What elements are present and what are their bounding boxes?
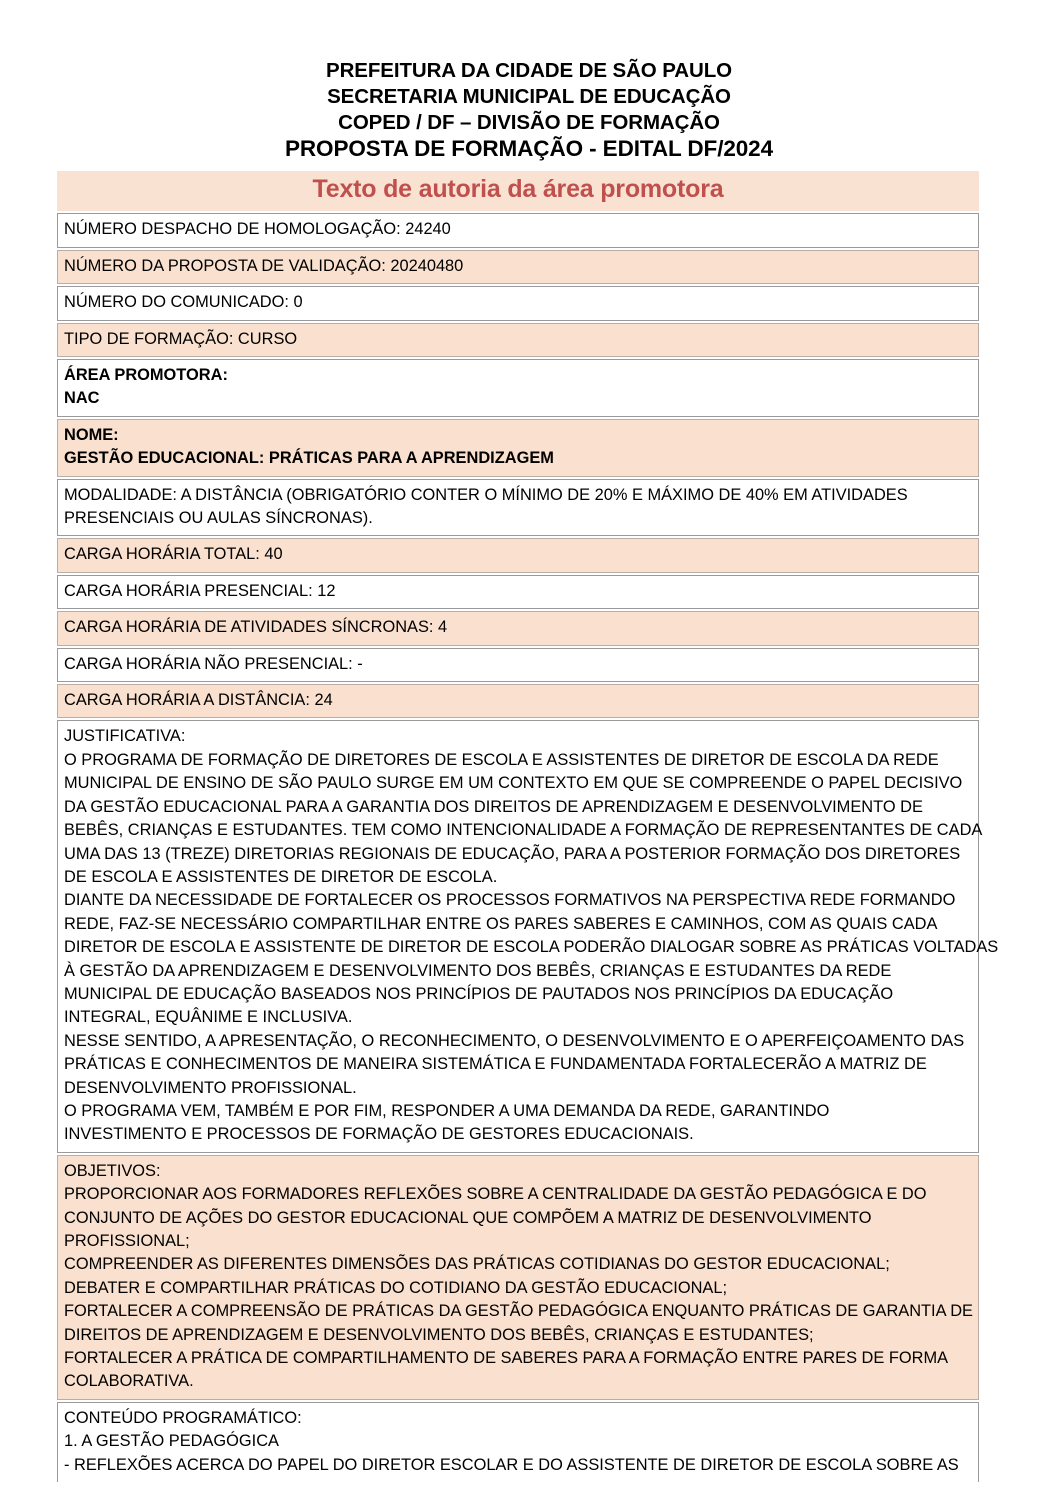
objetivos-line: DEBATER E COMPARTILHAR PRÁTICAS DO COTIDIANO DA GESTÃO EDUCACIONAL; (64, 1278, 728, 1297)
header-line-proposta: PROPOSTA DE FORMAÇÃO - EDITAL DF/2024 (284, 136, 773, 162)
justificativa-line: MUNICIPAL DE EDUCAÇÃO BASEADOS NOS PRINCÍPIOS DE PAUTADOS NOS PRINCÍPIOS DA EDUCAÇÃO (64, 984, 894, 1003)
modalidade-line-1: MODALIDADE: A DISTÂNCIA (OBRIGATÓRIO CONTER O MÍNIMO DE 20% E MÁXIMO DE 40% EM ATIVIDADES (64, 485, 908, 504)
objetivos-line: COMPREENDER AS DIFERENTES DIMENSÕES DAS PRÁTICAS COTIDIANAS DO GESTOR EDUCACIONAL; (64, 1255, 890, 1274)
justificativa-line: REDE, FAZ-SE NECESSÁRIO COMPARTILHAR ENTRE OS PARES SABERES E CAMINHOS, COM AS QUAIS CADA (64, 914, 938, 933)
area-promotora-label: ÁREA PROMOTORA: (64, 366, 228, 385)
objetivos-label: OBJETIVOS: (64, 1161, 161, 1180)
field-conteudo-programatico (57, 1402, 979, 1482)
justificativa-line: MUNICIPAL DE ENSINO DE SÃO PAULO SURGE EM UM CONTEXTO EM QUE SE COMPREENDE O PAPEL DECISIVO (64, 774, 963, 793)
objetivos-line: DIREITOS DE APRENDIZAGEM E DESENVOLVIMENTO DOS BEBÊS, CRIANÇAS E ESTUDANTES; (64, 1325, 814, 1344)
conteudo-line: 1. A GESTÃO PEDAGÓGICA (64, 1432, 279, 1451)
field-carga-horaria-nao-presencial: CARGA HORÁRIA NÃO PRESENCIAL: - (57, 648, 979, 682)
header-line-coped: COPED / DF – DIVISÃO DE FORMAÇÃO (338, 110, 720, 134)
field-area-promotora (57, 359, 979, 417)
justificativa-line: BEBÊS, CRIANÇAS E ESTUDANTES. TEM COMO INTENCIONALIDADE A FORMAÇÃO DE REPRESENTANTES DE CADA (64, 821, 983, 840)
header-line-prefeitura: PREFEITURA DA CIDADE DE SÃO PAULO (326, 59, 732, 82)
document-header (0, 0, 1058, 163)
justificativa-line: PRÁTICAS E CONHECIMENTOS DE MANEIRA SISTEMÁTICA E FUNDAMENTADA FORTALECERÃO A MATRIZ DE (64, 1055, 927, 1074)
conteudo-line: - REFLEXÕES ACERCA DO PAPEL DO DIRETOR ESCOLAR E DO ASSISTENTE DE DIRETOR DE ESCOLA SOBRE AS (64, 1455, 959, 1474)
justificativa-line: DIRETOR DE ESCOLA E ASSISTENTE DE DIRETOR DE ESCOLA PODERÃO DIALOGAR SOBRE AS PRÁTICAS VOLTADAS (64, 938, 999, 957)
justificativa-line: DE ESCOLA E ASSISTENTES DE DIRETOR DE ESCOLA. (64, 867, 498, 886)
justificativa-line: O PROGRAMA VEM, TAMBÉM E POR FIM, RESPONDER A UMA DEMANDA DA REDE, GARANTINDO (64, 1101, 830, 1120)
field-proposta-validacao: NÚMERO DA PROPOSTA DE VALIDAÇÃO: 20240480 (57, 250, 979, 284)
objetivos-line: CONJUNTO DE AÇÕES DO GESTOR EDUCACIONAL QUE COMPÕEM A MATRIZ DE DESENVOLVIMENTO (64, 1208, 872, 1227)
table-row-carga-sincronas (57, 611, 979, 645)
field-carga-horaria-sincronas: CARGA HORÁRIA DE ATIVIDADES SÍNCRONAS: 4 (57, 611, 979, 645)
table-row-conteudo-programatico (57, 1402, 979, 1482)
table-row-proposta-validacao (57, 250, 979, 284)
objetivos-line: PROFISSIONAL; (64, 1232, 190, 1251)
table-row-comunicado (57, 286, 979, 320)
justificativa-line: DA GESTÃO EDUCACIONAL PARA A GARANTIA DOS DIREITOS DE APRENDIZAGEM E DESENVOLVIMENTO DE (64, 797, 923, 816)
objetivos-line: COLABORATIVA. (64, 1372, 194, 1391)
field-justificativa (57, 720, 999, 1152)
objetivos-line: FORTALECER A PRÁTICA DE COMPARTILHAMENTO DE SABERES PARA A FORMAÇÃO ENTRE PARES DE FORMA (64, 1349, 949, 1368)
table-row-carga-total (57, 538, 979, 572)
nome-value: GESTÃO EDUCACIONAL: PRÁTICAS PARA A APRENDIZAGEM (64, 449, 554, 468)
justificativa-line: DESENVOLVIMENTO PROFISSIONAL. (64, 1078, 357, 1097)
field-numero-comunicado: NÚMERO DO COMUNICADO: 0 (57, 286, 979, 320)
table-row-nome (57, 419, 979, 477)
field-tipo-formacao: TIPO DE FORMAÇÃO: CURSO (57, 323, 979, 357)
field-objetivos (57, 1155, 979, 1400)
table-row-carga-presencial (57, 575, 979, 609)
table-row-objetivos (57, 1155, 979, 1400)
table-row-area-promotora (57, 359, 979, 417)
justificativa-line: UMA DAS 13 (TREZE) DIRETORIAS REGIONAIS DE EDUCAÇÃO, PARA A POSTERIOR FORMAÇÃO DOS DIRETORES (64, 844, 961, 863)
justificativa-line: O PROGRAMA DE FORMAÇÃO DE DIRETORES DE ESCOLA E ASSISTENTES DE DIRETOR DE ESCOLA DA REDE (64, 750, 939, 769)
field-nome (57, 419, 979, 477)
nome-label: NOME: (64, 425, 119, 444)
field-carga-horaria-total: CARGA HORÁRIA TOTAL: 40 (57, 538, 979, 572)
justificativa-line: À GESTÃO DA APRENDIZAGEM E DESENVOLVIMENTO DOS BEBÊS, CRIANÇAS E ESTUDANTES DA REDE (64, 961, 892, 980)
banner-title: Texto de autoria da área promotora (312, 175, 724, 204)
justificativa-line: INTEGRAL, EQUÂNIME E INCLUSIVA. (64, 1008, 353, 1027)
objetivos-line: FORTALECER A COMPREENSÃO DE PRÁTICAS DA GESTÃO PEDAGÓGICA ENQUANTO PRÁTICAS DE GARANTIA DE (64, 1302, 973, 1321)
justificativa-line: NESSE SENTIDO, A APRESENTAÇÃO, O RECONHECIMENTO, O DESENVOLVIMENTO E O APERFEIÇOAMENTO DAS (64, 1031, 965, 1050)
table-row-carga-nao-presencial (57, 648, 979, 682)
table-row-despacho (57, 213, 979, 247)
proposal-form-table (57, 169, 999, 1484)
justificativa-label: JUSTIFICATIVA: (64, 727, 186, 746)
conteudo-label: CONTEÚDO PROGRAMÁTICO: (64, 1408, 302, 1427)
objetivos-line: PROPORCIONAR AOS FORMADORES REFLEXÕES SOBRE A CENTRALIDADE DA GESTÃO PEDAGÓGICA E DO (64, 1185, 927, 1204)
field-carga-horaria-distancia: CARGA HORÁRIA A DISTÂNCIA: 24 (57, 684, 979, 718)
area-promotora-value: NAC (64, 389, 100, 408)
field-modalidade (57, 479, 979, 537)
justificativa-line: DIANTE DA NECESSIDADE DE FORTALECER OS PROCESSOS FORMATIVOS NA PERSPECTIVA REDE FORMANDO (64, 891, 956, 910)
banner-row (57, 171, 979, 211)
table-row-modalidade (57, 479, 979, 537)
justificativa-line: INVESTIMENTO E PROCESSOS DE FORMAÇÃO DE GESTORES EDUCACIONAIS. (64, 1125, 694, 1144)
field-despacho-homologacao: NÚMERO DESPACHO DE HOMOLOGAÇÃO: 24240 (57, 213, 979, 247)
modalidade-line-2: PRESENCIAIS OU AULAS SÍNCRONAS). (64, 509, 373, 528)
table-row-carga-distancia (57, 684, 979, 718)
banner-cell (57, 171, 979, 211)
table-row-justificativa (57, 720, 979, 1152)
table-row-tipo-formacao (57, 323, 979, 357)
header-line-secretaria: SECRETARIA MUNICIPAL DE EDUCAÇÃO (327, 84, 731, 108)
field-carga-horaria-presencial: CARGA HORÁRIA PRESENCIAL: 12 (57, 575, 979, 609)
